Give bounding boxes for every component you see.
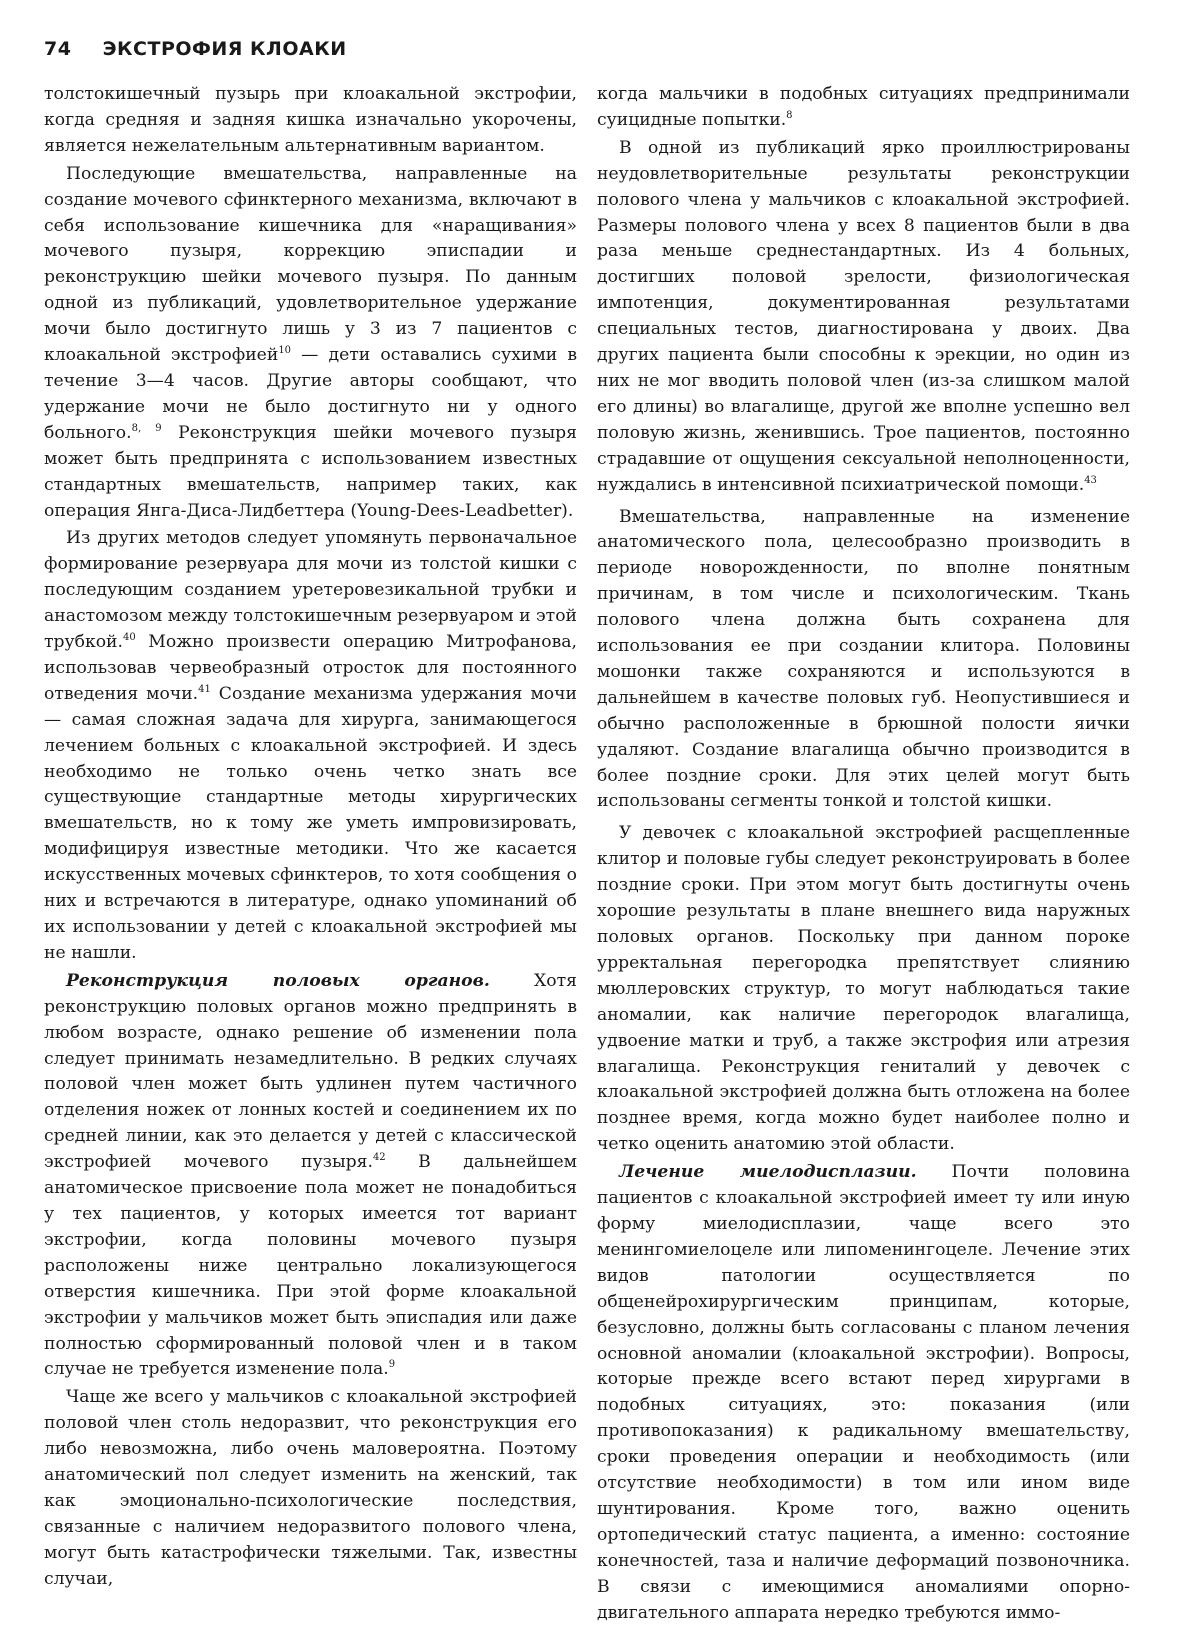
reference-marker: 8	[786, 109, 793, 121]
paragraph-text: Из других методов следует упомянуть первоначальное формирование резервуара для мочи из толстой кишки с последующим созданием уретеровезикальной трубки и анастомозом между толстокишечным резервуаром и этой трубкой.	[44, 528, 577, 653]
paragraph-text: Хотя реконструкцию половых органов можно предпринять в любом возрасте, однако решение об изменении пола следует принимать незамедлительно. В редких случаях половой член может быть удлинен путем частичного отделения ножек от лонных костей и соединением их по средней линии, как это делается у детей с классической экстрофией мочевого пузыря.	[44, 970, 577, 1173]
page-number: 74	[44, 38, 72, 60]
section-run-in-heading: Реконструкция половых органов.	[66, 970, 490, 991]
paragraph-text: В дальнейшем анатомическое присвоение пола может не понадобиться у тех пациентов, у которых имеется тот вариант экстрофии, когда половины мочевого пузыря расположены ниже центрально локализующегося отверстия кишечника. При этой форме клоакальной экстрофии у мальчиков может быть эписпадия или даже полностью сформированный половой член и в таком случае не требуется изменение пола.	[44, 1152, 577, 1380]
paragraph	[44, 82, 577, 160]
paragraph-text: Можно произвести операцию Митрофанова, использовав червеобразный отросток для постоянного отведения мочи.	[44, 632, 577, 704]
reference-marker: 10	[278, 345, 292, 357]
paragraph	[44, 162, 577, 525]
paragraph	[597, 82, 1130, 134]
reference-marker: 8, 9	[131, 422, 162, 434]
paragraph-text: Чаще же всего у мальчиков с клоакальной экстрофией половой член столь недоразвит, что реконструкция его либо невозможна, либо очень маловероятна. Поэтому анатомический пол следует изменить на женский, так как эмоционально-психологические последствия, связанные с наличием недоразвитого полового члена, могут быть катастрофически тяжелыми. Так, известны случаи,	[44, 1387, 577, 1589]
reference-marker: 9	[388, 1359, 396, 1371]
running-head	[44, 38, 347, 60]
paragraph-text: Создание механизма удержания мочи — самая сложная задача для хирурга, занимающегося лечением больных с клоакальной экстрофией. И здесь необходимо не только очень четко знать все существующие стандартные методы хирургических вмешательств, но к тому же уметь импровизировать, модифицируя известные методики. Что же касается искусственных мочевых сфинктеров, то хотя сообщения о них и встречаются в литературе, однако упоминаний об их использовании у детей с клоакальной экстрофией мы не нашли.	[44, 683, 577, 963]
paragraph-text: В одной из публикаций ярко проиллюстрированы неудовлетворительные результаты реконструкции полового члена у мальчиков с клоакальной экстрофией. Размеры полового члена у всех 8 пациентов были в два раза меньше среднестандартных. Из 4 больных, достигших половой зрелости, физиологическая импотенция, документированная результатами специальных тестов, диагностирована у двоих. Два других пациента были способны к эрекции, но один из них не мог вводить половой член (из-за слишком малой его длины) во влагалище, другой же вполне успешно вел половую жизнь, женившись. Трое пациентов, постоянно страдавшие от ощущения сексуальной неполноценности, нуждались в интенсивной психиатрической помощи.	[597, 137, 1130, 495]
left-column	[44, 82, 577, 1595]
paragraph-text: Почти половина пациентов с клоакальной экстрофией имеет ту или иную форму миелодисплазии, чаще всего это менингомиелоцеле или липоменингоцеле. Лечение этих видов патологии осуществляется по общенейрохирургическим принципам, которые, безусловно, должны быть согласованы с планом лечения основной аномалии (клоакальной экстрофии). Вопросы, которые прежде всего встают перед хирургами в подобных ситуациях, это: показания (или противопоказания) к радикальному вмешательству, сроки проведения операции и необходимость (или отсутствие необходимости) в том или ином виде шунтирования. Кроме того, важно оценить ортопедический статус пациента, а именно: состояние конечностей, таза и наличие деформаций позвоночника. В связи с имеющимися аномалиями опорно-двигательного аппарата нередко требуются иммо-	[597, 1162, 1130, 1623]
paragraph	[44, 526, 577, 966]
paragraph	[597, 136, 1130, 499]
paragraph	[44, 1385, 577, 1592]
reference-marker: 40	[122, 632, 136, 644]
paragraph-text: — дети оставались сухими в течение 3—4 часов. Другие авторы сообщают, что удержание мочи не было достигнуто ни у одного больного.	[44, 345, 578, 443]
paragraph-text: Вмешательства, направленные на изменение анатомического пола, целесообразно производить в периоде новорожденности, по вполне понятным причинам, в том числе и психологическим. Ткань полового члена должна быть сохранена для использования ее при создании клитора. Половины мошонки также сохраняются и используются в дальнейшем в качестве половых губ. Неопустившиеся и обычно расположенные в брюшной полости яички удаляют. Создание влагалища обычно производится в более поздние сроки. Для этих целей могут быть использованы сегменты тонкой и толстой кишки.	[597, 506, 1130, 812]
paragraph-text: толстокишечный пузырь при клоакальной экстрофии, когда средняя и задняя кишка изначально укорочены, является нежелательным альтернативным вариантом.	[44, 84, 577, 156]
section-run-in-heading: Лечение миелодисплазии.	[619, 1162, 917, 1183]
paragraph-text: Последующие вмешательства, направленные на создание мочевого сфинктерного механизма, включают в себя использование кишечника для «наращивания» мочевого пузыря, коррекцию эписпадии и реконструкцию шейки мочевого пузыря. По данным одной из публикаций, удовлетворительное удержание мочи было достигнуто лишь у 3 из 7 пациентов с клоакальной экстрофией	[44, 163, 577, 366]
chapter-title: ЭКСТРОФИЯ КЛОАКИ	[102, 38, 347, 60]
right-column	[597, 82, 1130, 1628]
paragraph	[44, 969, 577, 1384]
reference-marker: 42	[372, 1152, 386, 1164]
reference-marker: 43	[1084, 474, 1097, 486]
paragraph	[597, 821, 1130, 1158]
paragraph-text: когда мальчики в подобных ситуациях предпринимали суицидные попытки.	[597, 84, 1130, 130]
paragraph-text: У девочек с клоакальной экстрофией расщепленные клитор и половые губы следует реконструировать в более поздние сроки. При этом могут быть достигнуты очень хорошие результаты в плане внешнего вида наружных половых органов. Поскольку при данном пороке урректальная перегородка препятствует слиянию мюллеровских структур, то могут наблюдаться такие аномалии, как наличие перегородок влагалища, удвоение матки и труб, а также экстрофия или атрезия влагалища. Реконструкция гениталий у девочек с клоакальной экстрофией должна быть отложена на более позднее время, когда можно будет наиболее полно и четко оценить анатомию этой области.	[597, 823, 1130, 1155]
paragraph	[597, 1160, 1130, 1626]
reference-marker: 41	[198, 683, 211, 695]
paragraph	[597, 505, 1130, 816]
paragraph-text: Реконструкция шейки мочевого пузыря может быть предпринята с использованием известных стандартных вмешательств, например таких, как операция Янга-Диса-Лидбеттера (Young-Dees-Leadbetter).	[44, 422, 577, 521]
